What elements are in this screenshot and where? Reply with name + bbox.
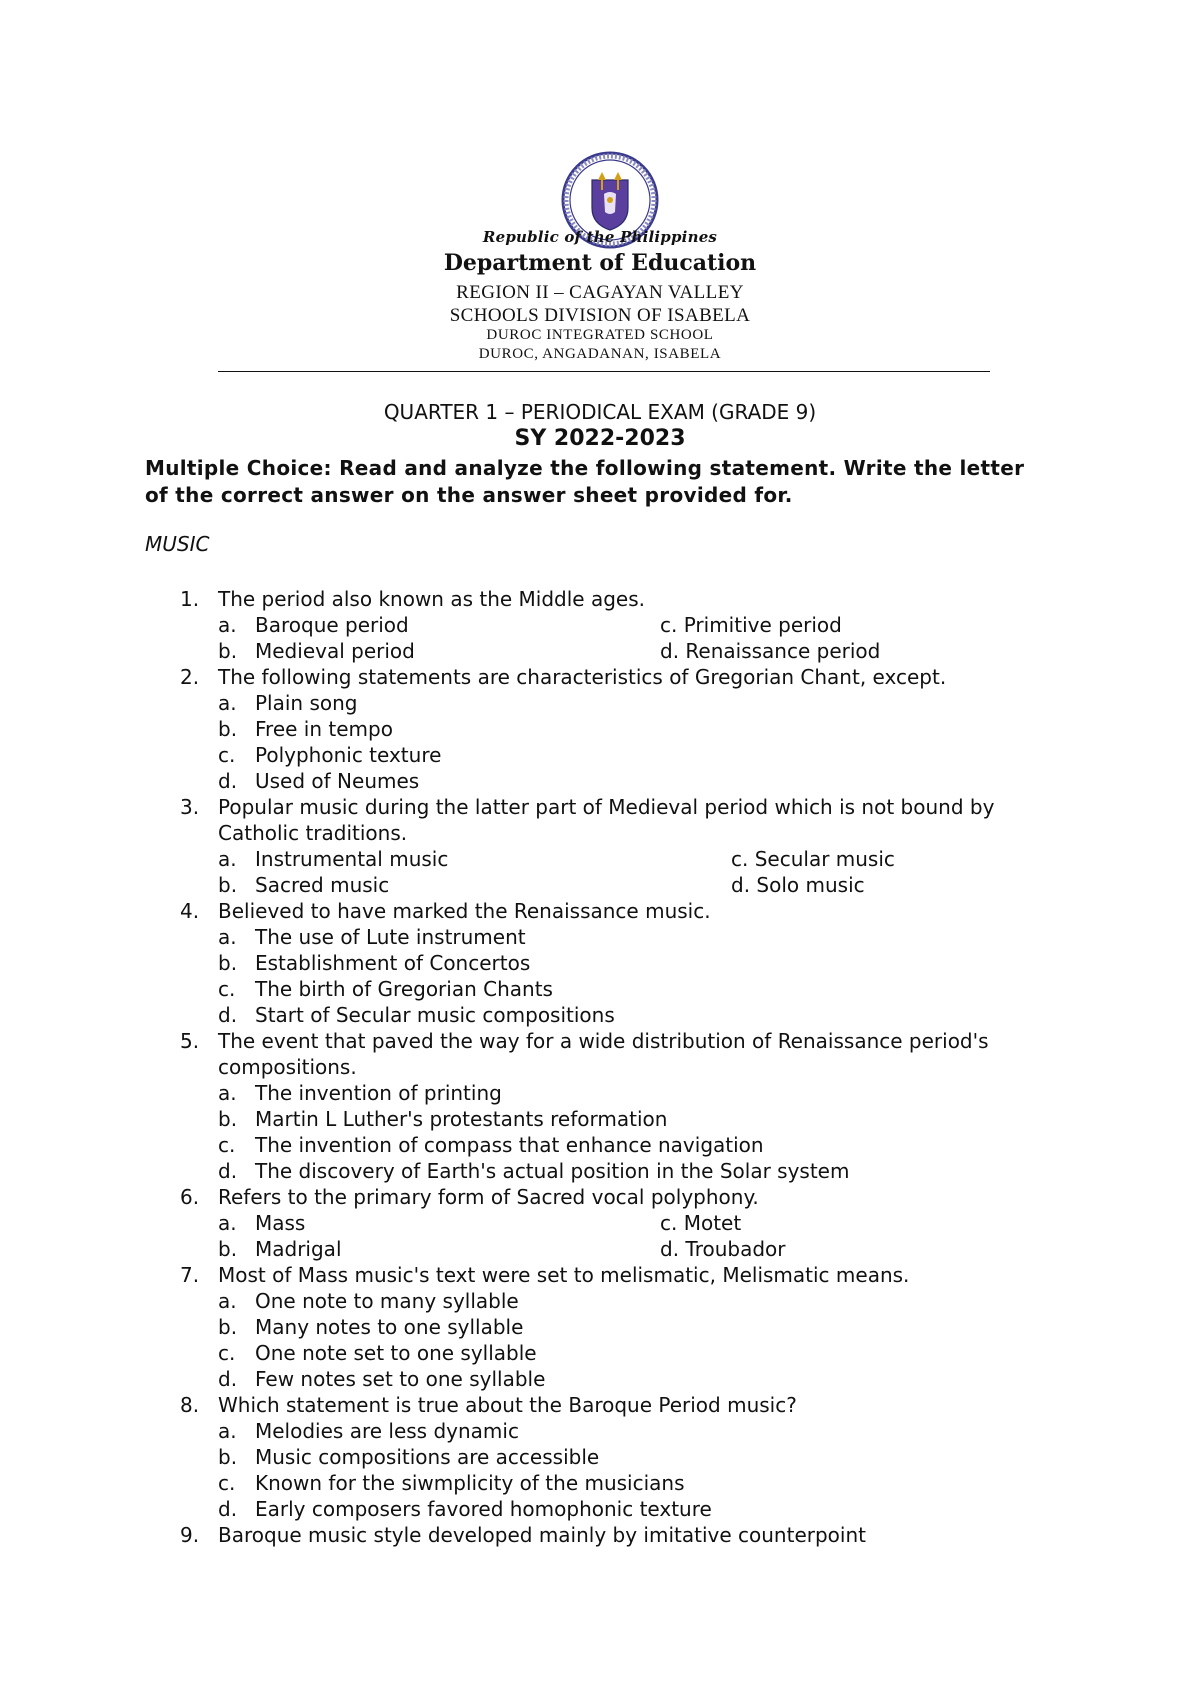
question-text: Baroque music style developed mainly by imitative counterpoint xyxy=(218,1523,866,1547)
answer-option xyxy=(218,1470,685,1496)
question-text: Which statement is true about the Baroque Period music? xyxy=(218,1393,797,1417)
section-heading: MUSIC xyxy=(145,532,210,556)
department-name: Department of Education xyxy=(443,250,757,276)
option-text: Baroque period xyxy=(255,613,409,637)
answer-option-row xyxy=(0,950,1200,976)
option-letter: b. xyxy=(218,951,238,975)
question-item xyxy=(0,1262,1200,1392)
answer-option-row xyxy=(0,612,1200,638)
question-number: 4. xyxy=(180,899,200,923)
question-text: The period also known as the Middle ages. xyxy=(218,587,646,611)
question-number: 2. xyxy=(180,665,200,689)
answer-option: d. Solo music xyxy=(731,873,865,897)
option-text: Free in tempo xyxy=(255,717,393,741)
option-letter: b. xyxy=(218,1237,238,1261)
answer-option-row xyxy=(0,1158,1200,1184)
option-letter: c. xyxy=(218,1341,236,1365)
option-text: Early composers favored homophonic texture xyxy=(255,1497,712,1521)
question-text: Most of Mass music's text were set to melismatic, Melismatic means. xyxy=(218,1263,910,1287)
question-stem xyxy=(0,664,1200,690)
option-text: Martin L Luther's protestants reformation xyxy=(255,1107,668,1131)
answer-option xyxy=(218,1444,599,1470)
option-text: Mass xyxy=(255,1211,306,1235)
option-letter: b. xyxy=(218,717,238,741)
option-text: Melodies are less dynamic xyxy=(255,1419,519,1443)
division-line: SCHOOLS DIVISION OF ISABELA xyxy=(449,305,751,326)
option-text: Known for the siwmplicity of the musicians xyxy=(255,1471,685,1495)
answer-option-row xyxy=(0,1236,1200,1262)
option-text: Plain song xyxy=(255,691,358,715)
option-letter: d. xyxy=(218,1367,238,1391)
option-text: Sacred music xyxy=(255,873,390,897)
answer-option-row xyxy=(0,768,1200,794)
option-letter: d. xyxy=(218,769,238,793)
question-item xyxy=(0,1392,1200,1522)
answer-option-row xyxy=(0,716,1200,742)
option-text: Instrumental music xyxy=(255,847,449,871)
question-stem xyxy=(0,1392,1200,1418)
option-letter: a. xyxy=(218,1211,237,1235)
answer-option-row xyxy=(0,1210,1200,1236)
question-number: 1. xyxy=(180,587,200,611)
option-text: Medieval period xyxy=(255,639,415,663)
answer-option-row xyxy=(0,1002,1200,1028)
option-letter: c. xyxy=(218,743,236,767)
option-letter: c. xyxy=(218,977,236,1001)
question-list xyxy=(0,586,1200,1548)
school-address: DUROC, ANGADANAN, ISABELA xyxy=(478,346,722,362)
answer-option-row xyxy=(0,742,1200,768)
answer-option xyxy=(218,612,409,638)
option-text: Start of Secular music compositions xyxy=(255,1003,615,1027)
answer-option-row xyxy=(0,690,1200,716)
option-letter: b. xyxy=(218,1445,238,1469)
answer-option-row xyxy=(0,1418,1200,1444)
question-item xyxy=(0,586,1200,664)
option-text: One note to many syllable xyxy=(255,1289,519,1313)
question-item xyxy=(0,1184,1200,1262)
answer-option xyxy=(218,1132,764,1158)
answer-option-row xyxy=(0,1340,1200,1366)
option-text: Establishment of Concertos xyxy=(255,951,531,975)
answer-option xyxy=(218,638,415,664)
question-text: The following statements are characteristics of Gregorian Chant, except. xyxy=(218,665,947,689)
question-stem xyxy=(0,898,1200,924)
answer-option-row xyxy=(0,1080,1200,1106)
option-text: Used of Neumes xyxy=(255,769,420,793)
option-text: Polyphonic texture xyxy=(255,743,442,767)
school-name: DUROC INTEGRATED SCHOOL xyxy=(486,327,714,343)
question-stem xyxy=(0,1028,1068,1080)
answer-option xyxy=(218,1106,667,1132)
question-stem xyxy=(0,794,1068,846)
option-letter: b. xyxy=(218,1107,238,1131)
answer-option: c. Motet xyxy=(660,1211,742,1235)
option-letter: b. xyxy=(218,1315,238,1339)
question-item xyxy=(0,1522,1200,1548)
option-text: The use of Lute instrument xyxy=(255,925,526,949)
answer-option xyxy=(218,1314,523,1340)
header-divider xyxy=(218,371,990,372)
question-item xyxy=(0,1028,1200,1184)
option-letter: c. xyxy=(218,1471,236,1495)
answer-option xyxy=(218,872,389,898)
option-letter: d. xyxy=(218,1003,238,1027)
question-text: The event that paved the way for a wide distribution of Renaissance period's compositions. xyxy=(218,1029,989,1079)
question-number: 3. xyxy=(180,795,200,819)
answer-option xyxy=(218,924,526,950)
question-number: 5. xyxy=(180,1029,200,1053)
answer-option-row xyxy=(0,1106,1200,1132)
answer-option-row xyxy=(0,924,1200,950)
question-stem xyxy=(0,1262,1200,1288)
option-letter: a. xyxy=(218,1081,237,1105)
answer-option-row xyxy=(0,1470,1200,1496)
option-letter: a. xyxy=(218,1289,237,1313)
option-letter: b. xyxy=(218,639,238,663)
answer-option: c. Primitive period xyxy=(660,613,842,637)
answer-option-row xyxy=(0,1314,1200,1340)
question-text: Refers to the primary form of Sacred vocal polyphony. xyxy=(218,1185,759,1209)
answer-option xyxy=(218,690,358,716)
option-letter: a. xyxy=(218,847,237,871)
option-text: The invention of compass that enhance navigation xyxy=(255,1133,764,1157)
answer-option xyxy=(218,1210,305,1236)
question-stem xyxy=(0,586,1200,612)
answer-option xyxy=(218,1366,545,1392)
option-text: Many notes to one syllable xyxy=(255,1315,524,1339)
republic-line: Republic of the Philippines xyxy=(482,228,718,246)
option-text: The birth of Gregorian Chants xyxy=(255,977,553,1001)
answer-option xyxy=(218,716,393,742)
answer-option-row xyxy=(0,1366,1200,1392)
answer-option xyxy=(218,1158,849,1184)
option-text: One note set to one syllable xyxy=(255,1341,537,1365)
answer-option xyxy=(218,950,530,976)
question-item xyxy=(0,664,1200,794)
answer-option-row xyxy=(0,638,1200,664)
question-text: Believed to have marked the Renaissance music. xyxy=(218,899,711,923)
option-letter: a. xyxy=(218,1419,237,1443)
directions-text: Multiple Choice: Read and analyze the following statement. Write the letter of the correct answer on the answer sheet provided for. xyxy=(145,456,1025,507)
question-item xyxy=(0,794,1200,898)
question-stem xyxy=(0,1522,1200,1548)
option-letter: b. xyxy=(218,873,238,897)
question-number: 9. xyxy=(180,1523,200,1547)
question-number: 6. xyxy=(180,1185,200,1209)
exam-title: QUARTER 1 – PERIODICAL EXAM (GRADE 9) xyxy=(383,400,817,424)
option-letter: c. xyxy=(218,1133,236,1157)
answer-option-row xyxy=(0,872,1200,898)
answer-option-row xyxy=(0,1288,1200,1314)
option-letter: a. xyxy=(218,925,237,949)
option-letter: a. xyxy=(218,613,237,637)
answer-option xyxy=(218,1236,342,1262)
answer-option xyxy=(218,768,419,794)
option-letter: d. xyxy=(218,1497,238,1521)
option-text: Few notes set to one syllable xyxy=(255,1367,546,1391)
answer-option: d. Troubador xyxy=(660,1237,786,1261)
answer-option-row xyxy=(0,1444,1200,1470)
option-letter: d. xyxy=(218,1159,238,1183)
school-year: SY 2022-2023 xyxy=(514,426,686,451)
option-text: The discovery of Earth's actual position in the Solar system xyxy=(255,1159,850,1183)
option-text: Music compositions are accessible xyxy=(255,1445,600,1469)
question-text: Popular music during the latter part of Medieval period which is not bound by Catholic traditions. xyxy=(218,795,995,845)
option-text: The invention of printing xyxy=(255,1081,502,1105)
answer-option-row xyxy=(0,846,1200,872)
answer-option-row xyxy=(0,1132,1200,1158)
answer-option xyxy=(218,976,553,1002)
option-text: Madrigal xyxy=(255,1237,342,1261)
answer-option xyxy=(218,1002,615,1028)
option-letter: a. xyxy=(218,691,237,715)
answer-option xyxy=(218,1418,519,1444)
answer-option xyxy=(218,1080,502,1106)
question-number: 8. xyxy=(180,1393,200,1417)
answer-option-row xyxy=(0,976,1200,1002)
answer-option xyxy=(218,1340,537,1366)
question-item xyxy=(0,898,1200,1028)
answer-option xyxy=(218,1288,519,1314)
answer-option xyxy=(218,742,441,768)
answer-option: c. Secular music xyxy=(731,847,895,871)
answer-option: d. Renaissance period xyxy=(660,639,881,663)
question-stem xyxy=(0,1184,1200,1210)
answer-option xyxy=(218,846,448,872)
question-number: 7. xyxy=(180,1263,200,1287)
answer-option-row xyxy=(0,1496,1200,1522)
region-line: REGION II – CAGAYAN VALLEY xyxy=(456,282,744,303)
answer-option xyxy=(218,1496,712,1522)
